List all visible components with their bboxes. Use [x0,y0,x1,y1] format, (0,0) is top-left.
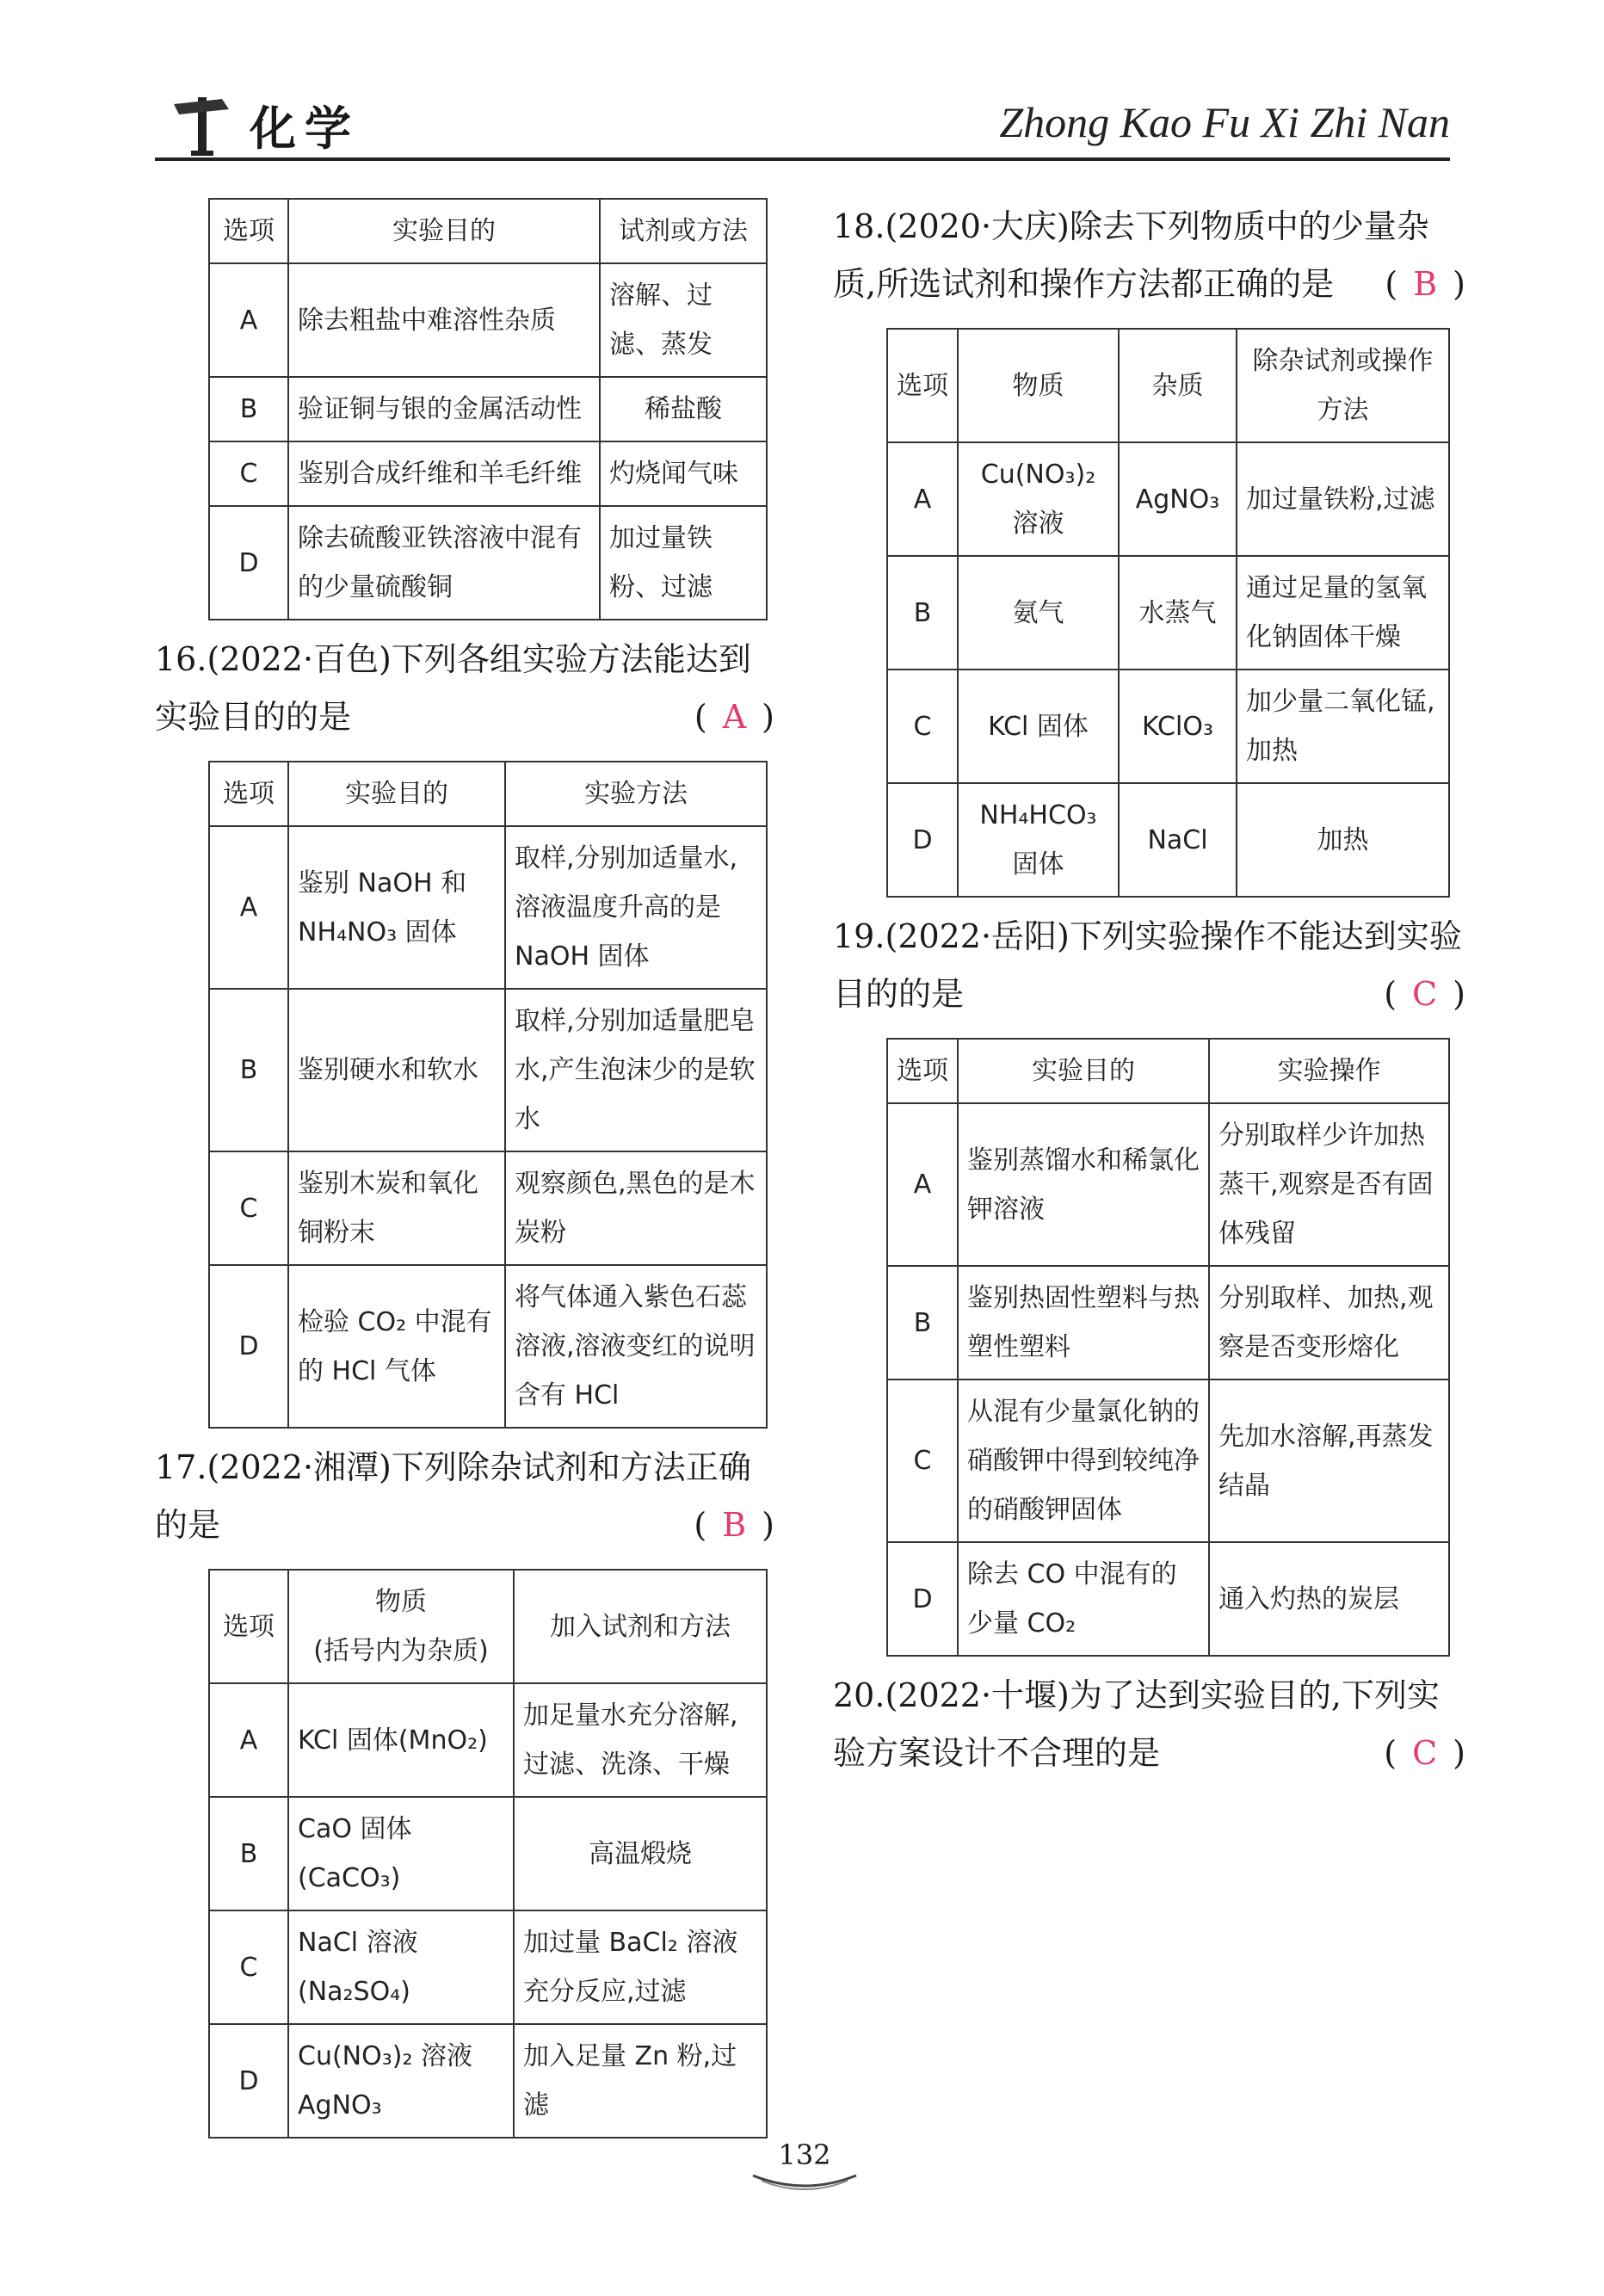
substance-cell: KCl 固体(MnO₂) [288,1683,514,1797]
method-cell: 取样,分别加适量水,溶液温度升高的是 NaOH 固体 [505,826,767,989]
table-row [887,1379,1449,1542]
answer-letter: B [722,1505,747,1544]
option-cell: A [887,442,958,556]
question-source: (2022·岳阳) [885,917,1070,955]
series-title: Zhong Kao Fu Xi Zhi Nan [999,98,1450,146]
page-header [155,82,1450,161]
answer-bracket: ( B ) [694,1505,774,1544]
question-source: (2022·湘潭) [207,1448,392,1486]
header-cell: 实验操作 [1209,1039,1449,1103]
method-cell: 高温煅烧 [514,1797,767,1910]
question-number: 19. [833,917,885,955]
purpose-cell: 检验 CO₂ 中混有的 HCl 气体 [288,1265,505,1428]
purpose-cell: 除去粗盐中难溶性杂质 [288,263,600,377]
table-row [209,2024,767,2138]
question-source: (2022·十堰) [885,1676,1070,1714]
header-divider [155,157,1450,161]
method-cell: 将气体通入紫色石蕊溶液,溶液变红的说明含有 HCl [505,1265,767,1428]
substance-cell: 氨气 [958,556,1119,670]
page-number: 132 [778,2139,831,2171]
table-row [887,670,1449,783]
purpose-cell: 鉴别蒸馏水和稀氯化钾溶液 [958,1103,1209,1266]
question-19 [833,908,1465,1022]
method-cell: 加过量铁粉,过滤 [1237,442,1449,556]
table-row [887,442,1449,556]
purpose-cell: 鉴别热固性塑料与热塑性塑料 [958,1266,1209,1379]
method-cell: 加足量水充分溶解,过滤、洗涤、干燥 [514,1683,767,1797]
impurity-cell: NaCl [1119,783,1237,897]
purpose-cell: 验证铜与银的金属活动性 [288,377,600,441]
option-cell: D [209,506,288,620]
option-cell: A [887,1103,958,1266]
table-header-row [887,1039,1449,1103]
purpose-cell: 鉴别硬水和软水 [288,989,505,1151]
method-cell: 通过足量的氢氧化钠固体干燥 [1237,556,1449,670]
method-cell: 取样,分别加适量肥皂水,产生泡沫少的是软水 [505,989,767,1151]
operation-cell: 通入灼热的炭层 [1209,1542,1449,1656]
table-row [209,826,767,989]
header-cell: 实验方法 [505,762,767,826]
table-row [209,1683,767,1797]
method-cell: 加入足量 Zn 粉,过滤 [514,2024,767,2138]
answer-bracket: ( B ) [1385,264,1465,303]
option-cell: B [887,556,958,670]
question-18 [833,198,1465,312]
header-cell: 选项 [209,762,288,826]
header-cell: 选项 [209,1570,288,1683]
q16-table [208,761,768,1429]
option-cell: C [209,1910,288,2024]
question-source: (2020·大庆) [885,207,1070,245]
purpose-cell: 鉴别 NaOH 和 NH₄NO₃ 固体 [288,826,505,989]
operation-cell: 分别取样少许加热蒸干,观察是否有固体残留 [1209,1103,1449,1266]
impurity-cell: KClO₃ [1119,670,1237,783]
question-16 [155,631,774,745]
method-cell: 加热 [1237,783,1449,897]
table-header-row [209,1570,767,1683]
option-cell: B [209,377,288,441]
header-line-2: (括号内为杂质) [313,1636,489,1666]
answer-letter: B [1413,264,1438,303]
question-text: 为了达到实验目的,下列实验方案设计不合理的是 [833,1676,1440,1772]
table-header-row [209,762,767,826]
method-cell: 灼烧闻气味 [600,441,767,506]
q18-table [886,328,1450,898]
option-cell: A [209,1683,288,1797]
option-cell: C [887,670,958,783]
table-row [887,1266,1449,1379]
question-source: (2022·百色) [207,640,392,678]
table-row [209,1151,767,1265]
purpose-cell: 从混有少量氯化钠的硝酸钾中得到较纯净的硝酸钾固体 [958,1379,1209,1542]
subject-title: 化学 [250,101,360,156]
question-number: 17. [155,1448,207,1486]
header-line-1: 物质 [375,1587,427,1617]
purpose-cell: 除去 CO 中混有的少量 CO₂ [958,1542,1209,1656]
q17-table [208,1569,768,2139]
table-row [209,263,767,377]
impurity-cell: AgNO₃ [1119,442,1237,556]
option-cell: B [209,1797,288,1910]
answer-letter: A [722,697,747,736]
answer-letter: C [1412,974,1438,1013]
table-header-row [887,329,1449,442]
table-row [209,377,767,441]
header-cell: 加入试剂和方法 [514,1570,767,1683]
header-cell: 实验目的 [288,762,505,826]
header-cell: 实验目的 [958,1039,1209,1103]
table-row [209,1910,767,2024]
option-cell: A [209,826,288,989]
page-number-ornament-icon [749,2169,861,2194]
signpost-icon [172,89,232,157]
purpose-cell: 鉴别木炭和氧化铜粉末 [288,1151,505,1265]
substance-cell: NaCl 溶液(Na₂SO₄) [288,1910,514,2024]
method-cell: 加过量 BaCl₂ 溶液充分反应,过滤 [514,1910,767,2024]
table-row [887,1542,1449,1656]
table-row [209,1797,767,1910]
option-cell: C [209,1151,288,1265]
method-cell: 加过量铁粉、过滤 [600,506,767,620]
option-cell: D [887,1542,958,1656]
header-cell: 实验目的 [288,199,600,263]
option-cell: A [209,263,288,377]
substance-cell: Cu(NO₃)₂ 溶液 AgNO₃ [288,2024,514,2138]
substance-cell: KCl 固体 [958,670,1119,783]
header-cell: 试剂或方法 [600,199,767,263]
option-cell: B [209,989,288,1151]
question-text: 下列除杂试剂和方法正确的是 [155,1448,751,1544]
header-cell: 除杂试剂或操作方法 [1237,329,1449,442]
option-cell: D [209,1265,288,1428]
table-row [209,506,767,620]
question-text: 下列实验操作不能达到实验目的的是 [833,917,1462,1013]
question-number: 20. [833,1676,885,1714]
impurity-cell: 水蒸气 [1119,556,1237,670]
substance-cell: CaO 固体(CaCO₃) [288,1797,514,1910]
substance-cell: Cu(NO₃)₂ 溶液 [958,442,1119,556]
table-row [209,989,767,1151]
method-cell: 观察颜色,黑色的是木炭粉 [505,1151,767,1265]
question-number: 16. [155,640,207,678]
question-20 [833,1667,1465,1781]
option-cell: C [887,1379,958,1542]
header-cell: 选项 [209,199,288,263]
answer-bracket: ( A ) [694,697,774,736]
option-cell: D [209,2024,288,2138]
answer-bracket: ( C ) [1384,974,1465,1013]
operation-cell: 分别取样、加热,观察是否变形熔化 [1209,1266,1449,1379]
table-row [887,556,1449,670]
table-row [209,441,767,506]
header-cell: 选项 [887,1039,958,1103]
substance-cell: NH₄HCO₃ 固体 [958,783,1119,897]
table-row [887,1103,1449,1266]
q15-table [208,198,768,620]
purpose-cell: 鉴别合成纤维和羊毛纤维 [288,441,600,506]
method-cell: 溶解、过滤、蒸发 [600,263,767,377]
answer-bracket: ( C ) [1384,1733,1465,1772]
header-cell: 物质 [958,329,1119,442]
table-header-row [209,199,767,263]
option-cell: C [209,441,288,506]
option-cell: D [887,783,958,897]
header-cell: 杂质 [1119,329,1237,442]
method-cell: 稀盐酸 [600,377,767,441]
header-cell: 选项 [887,329,958,442]
method-cell: 加少量二氧化锰,加热 [1237,670,1449,783]
option-cell: B [887,1266,958,1379]
purpose-cell: 除去硫酸亚铁溶液中混有的少量硫酸铜 [288,506,600,620]
header-cell [288,1570,514,1683]
left-column [155,198,774,2139]
question-text: 下列各组实验方法能达到实验目的的是 [155,640,751,736]
question-number: 18. [833,207,885,245]
q19-table [886,1038,1450,1657]
right-column [833,198,1465,1797]
answer-letter: C [1412,1733,1438,1772]
table-row [209,1265,767,1428]
question-text: 除去下列物质中的少量杂质,所选试剂和操作方法都正确的是 [833,207,1429,303]
operation-cell: 先加水溶解,再蒸发结晶 [1209,1379,1449,1542]
table-row [887,783,1449,897]
question-17 [155,1439,774,1553]
